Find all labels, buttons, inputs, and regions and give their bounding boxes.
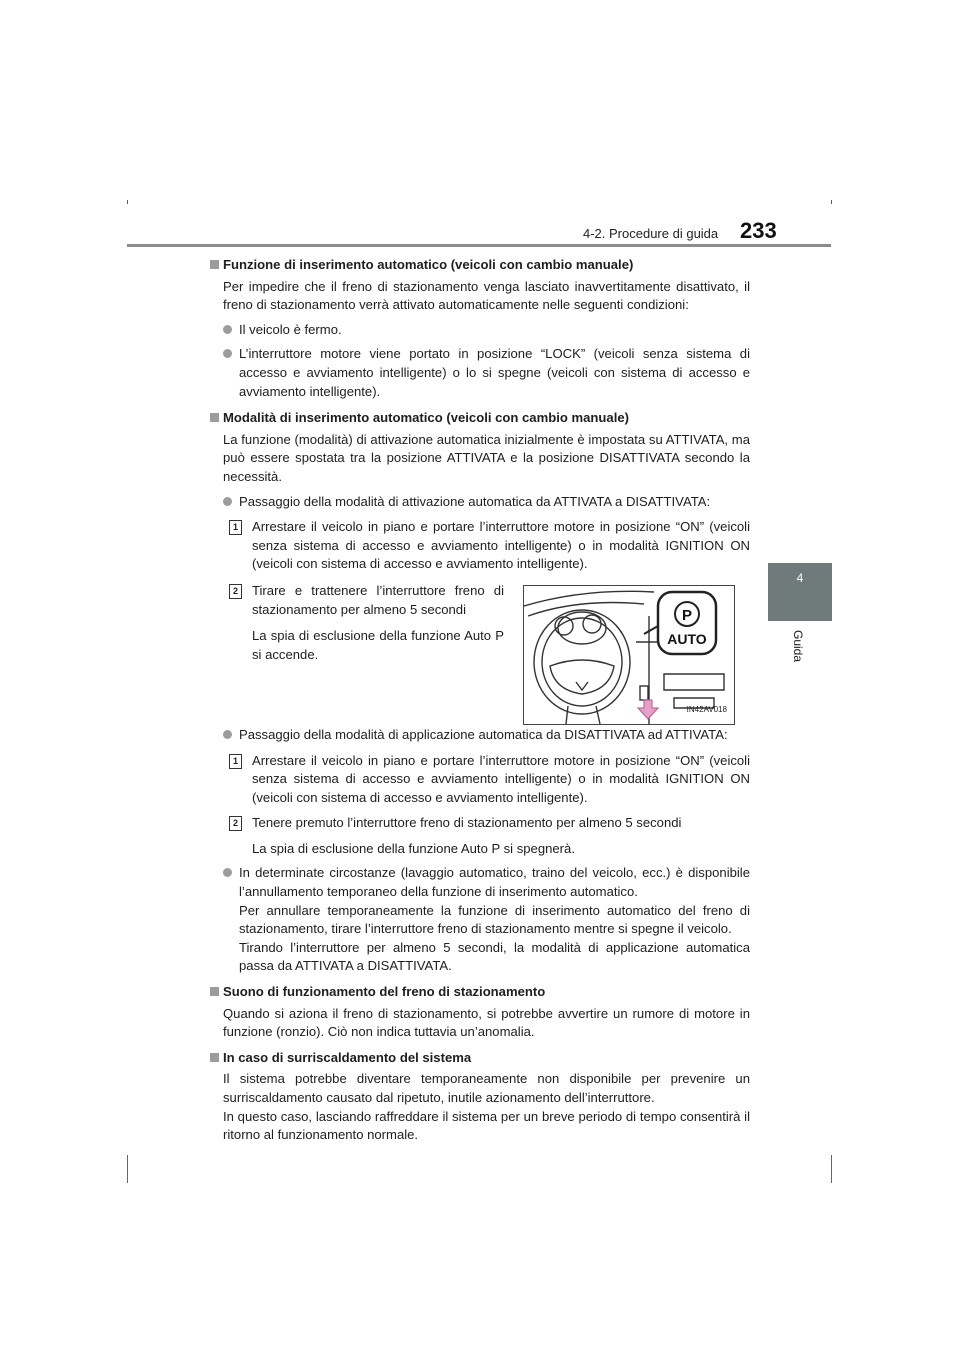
step-note: La spia di esclusione della funzione Auto P si accende.	[252, 628, 504, 662]
step-item: 2 Tenere premuto l’interruttore freno di stazionamento per almeno 5 secondi	[210, 814, 750, 833]
step-number: 2	[229, 816, 242, 831]
svg-text:AUTO: AUTO	[667, 630, 707, 647]
step-number: 1	[229, 520, 242, 535]
bullet-icon	[223, 868, 232, 877]
paragraph: Il sistema potrebbe diventare temporaneamente non disponibile per prevenire un surriscaldamento causato dal ripetuto, inutile azionamento dell’interruttore.	[223, 1071, 750, 1105]
chapter-label: Guida	[791, 630, 805, 663]
paragraph: Quando si aziona il freno di stazionamento, si potrebbe avvertire un rumore di motore in funzione (ronzio). Ciò non indica tuttavia un’anomalia.	[223, 1005, 750, 1040]
step-item: 1 Arrestare il veicolo in piano e portare l’interruttore motore in posizione “ON” (veicoli senza sistema di accesso e avviamento intelligente) o in modalità IGNITION ON (veicoli con sistema di accesso e avviamento intelligente).	[210, 752, 750, 808]
bullet-icon	[223, 349, 232, 358]
list-item: Il veicolo è fermo.	[210, 321, 750, 340]
step-number: 1	[229, 754, 242, 769]
list-item: L’interruttore motore viene portato in posizione “LOCK” (veicoli senza sistema di accesso e avviamento intelligente) o lo si spegne (veicoli con sistema di accesso e avviamento intelligente).	[210, 345, 750, 401]
step-note: La spia di esclusione della funzione Auto P si spegnerà.	[252, 840, 575, 856]
crop-mark	[831, 1155, 832, 1183]
page-content	[210, 256, 750, 1145]
section-heading: Modalità di inserimento automatico (veicoli con cambio manuale)	[210, 409, 750, 428]
paragraph: In questo caso, lasciando raffreddare il sistema per un breve periodo di tempo consentirà il ritorno al funzionamento normale.	[223, 1108, 750, 1143]
list-item: Passaggio della modalità di applicazione automatica da DISATTIVATA ad ATTIVATA:	[210, 726, 750, 745]
crop-mark	[127, 200, 128, 204]
paragraph: Per annullare temporaneamente la funzione di inserimento automatico del freno di stazionamento, tirare l’interruttore freno di stazionamento mentre si spegne il veicolo.	[239, 902, 750, 937]
pull-arrow-icon	[638, 700, 658, 719]
chapter-tab	[768, 563, 832, 621]
crop-mark	[127, 1155, 128, 1183]
list-item: Passaggio della modalità di attivazione automatica da ATTIVATA a DISATTIVATA:	[210, 493, 750, 512]
paragraph: Tirando l’interruttore per almeno 5 secondi, la modalità di applicazione automatica passa da ATTIVATA a DISATTIVATA.	[239, 939, 750, 974]
bullet-icon	[223, 730, 232, 739]
list-item: In determinate circostanze (lavaggio automatico, traino del veicolo, ecc.) è disponibile l’annullamento temporaneo della funzione di inserimento automatico.	[210, 864, 750, 901]
figure-code: IN42AV018	[686, 705, 727, 715]
square-bullet-icon	[210, 987, 219, 996]
step-with-figure	[210, 580, 750, 720]
dashboard-illustration	[523, 585, 735, 725]
section-title: 4-2. Procedure di guida	[583, 226, 719, 241]
paragraph: Per impedire che il freno di stazionamento venga lasciato inavvertitamente disattivato, il freno di stazionamento verrà attivato automaticamente nelle seguenti condizioni:	[223, 278, 750, 313]
paragraph: La funzione (modalità) di attivazione automatica inizialmente è impostata su ATTIVATA, ma può essere spostata tra la posizione ATTIVATA e la posizione DISATTIVATA secondo la necessità.	[223, 431, 750, 484]
section-heading: Funzione di inserimento automatico (veicoli con cambio manuale)	[210, 256, 750, 275]
square-bullet-icon	[210, 1053, 219, 1062]
header-rule	[127, 244, 831, 247]
step-item: 1 Arrestare il veicolo in piano e portare l’interruttore motore in posizione “ON” (veicoli senza sistema di accesso e avviamento intelligente) o in modalità IGNITION ON (veicoli con sistema di accesso e avviamento intelligente).	[210, 518, 750, 574]
page-number: 233	[740, 218, 777, 243]
svg-text:P: P	[681, 606, 693, 624]
bullet-icon	[223, 325, 232, 334]
p-auto-indicator	[644, 592, 716, 654]
section-heading: In caso di surriscaldamento del sistema	[210, 1049, 750, 1068]
square-bullet-icon	[210, 413, 219, 422]
chapter-number: 4	[796, 571, 804, 585]
bullet-icon	[223, 497, 232, 506]
section-heading: Suono di funzionamento del freno di stazionamento	[210, 983, 750, 1002]
step-number: 2	[229, 584, 242, 599]
square-bullet-icon	[210, 260, 219, 269]
step-text: Tirare e trattenere l’interruttore freno di stazionamento per almeno 5 secondi La spia di esclusione della funzione Auto P si accende.	[252, 582, 504, 664]
crop-mark	[831, 200, 832, 204]
